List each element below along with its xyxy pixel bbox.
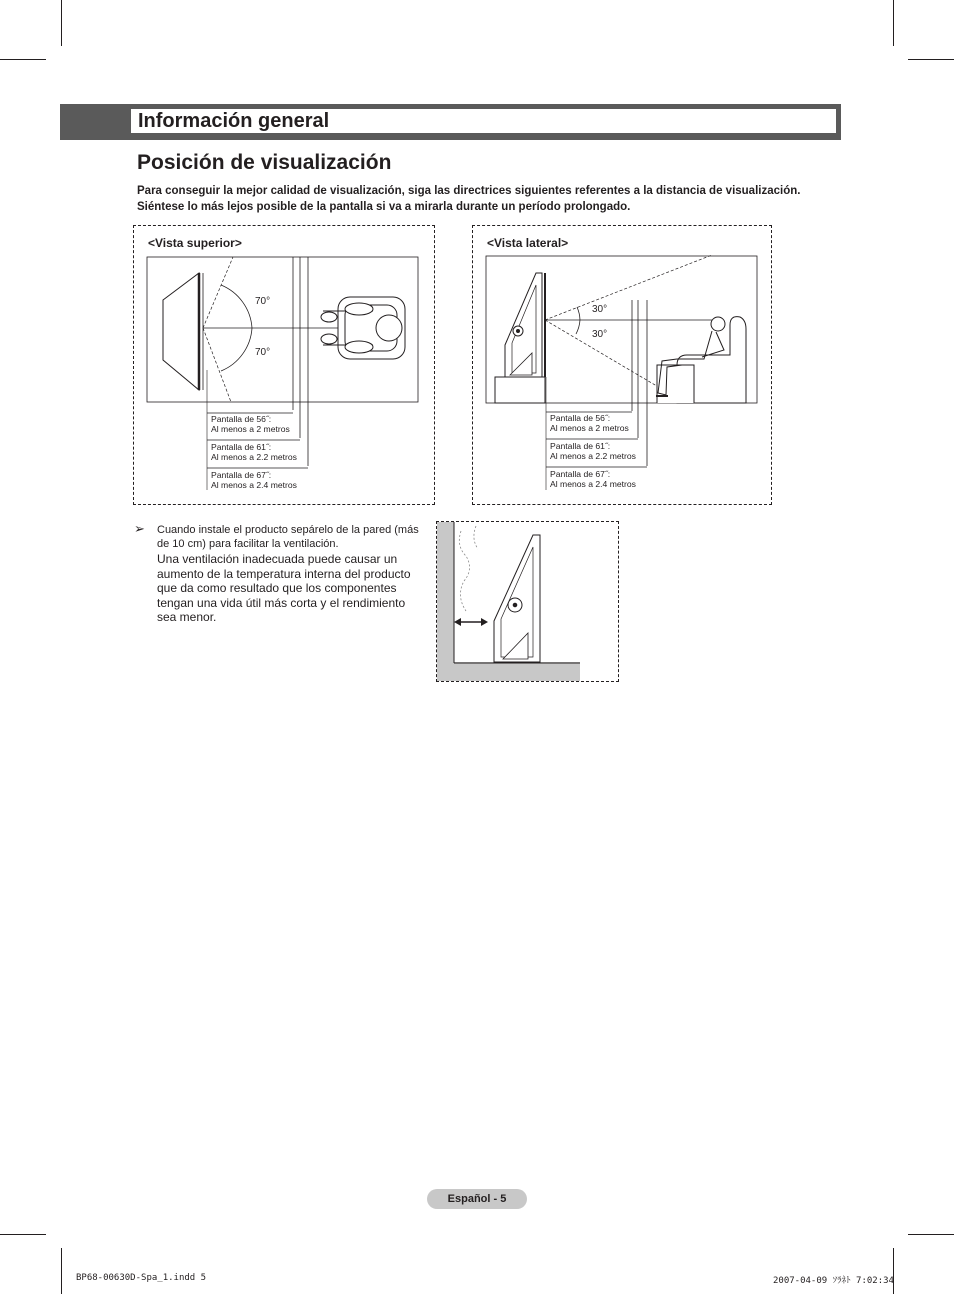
page-number-badge: Español - 5 bbox=[427, 1189, 527, 1209]
crop-mark bbox=[893, 0, 894, 46]
chapter-header bbox=[60, 104, 841, 140]
side-view-label: <Vista lateral> bbox=[487, 236, 569, 250]
chapter-title-box bbox=[130, 108, 837, 134]
top-angle-upper: 70° bbox=[255, 296, 271, 307]
crop-mark bbox=[0, 1234, 46, 1235]
crop-mark bbox=[908, 1234, 954, 1235]
crop-mark bbox=[908, 59, 954, 60]
note-arrow-icon: ➢ bbox=[134, 521, 145, 536]
top-angle-lower: 70° bbox=[255, 347, 271, 358]
crop-mark bbox=[61, 0, 62, 46]
side-distance-61: Pantalla de 61˝: Al menos a 2.2 metros bbox=[550, 441, 636, 461]
side-distance-56: Pantalla de 56˝: Al menos a 2 metros bbox=[550, 413, 629, 433]
note-body: Una ventilación inadecuada puede causar un aumento de la temperatura interna del producto que da como resultado que los componentes tengan una vida útil más corta y el rendimiento sea menor. bbox=[157, 552, 411, 624]
top-distance-61: Pantalla de 61˝: Al menos a 2.2 metros bbox=[211, 442, 297, 462]
note-lead: Cuando instale el producto sepárelo de la pared (más de 10 cm) para facilitar la ventilación. bbox=[157, 524, 419, 550]
ventilation-diagram bbox=[436, 521, 619, 682]
print-slug-right: 2007-04-09 ｿﾗﾈﾄ 7:02:34 bbox=[773, 1276, 894, 1286]
side-view-diagram bbox=[472, 225, 772, 505]
side-angle-lower: 30° bbox=[592, 329, 608, 340]
side-distance-67: Pantalla de 67˝: Al menos a 2.4 metros bbox=[550, 469, 636, 489]
section-title: Posición de visualización bbox=[137, 151, 392, 174]
top-distance-67: Pantalla de 67˝: Al menos a 2.4 metros bbox=[211, 470, 297, 490]
crop-mark bbox=[61, 1248, 62, 1294]
top-distance-56: Pantalla de 56˝: Al menos a 2 metros bbox=[211, 414, 290, 434]
intro-line-2: Siéntese lo más lejos posible de la pantalla si va a mirarla durante un período prolongado. bbox=[137, 201, 631, 213]
top-view-diagram bbox=[133, 225, 435, 505]
crop-mark bbox=[0, 59, 46, 60]
top-view-label: <Vista superior> bbox=[148, 236, 242, 250]
side-angle-upper: 30° bbox=[592, 304, 608, 315]
chapter-title: Información general bbox=[138, 110, 330, 132]
crop-mark bbox=[893, 1248, 894, 1294]
print-slug-left: BP68-00630D-Spa_1.indd 5 bbox=[76, 1273, 207, 1283]
intro-text bbox=[137, 183, 837, 215]
intro-line-1: Para conseguir la mejor calidad de visualización, siga las directrices siguientes referentes a la distancia de visualización. bbox=[137, 185, 801, 197]
